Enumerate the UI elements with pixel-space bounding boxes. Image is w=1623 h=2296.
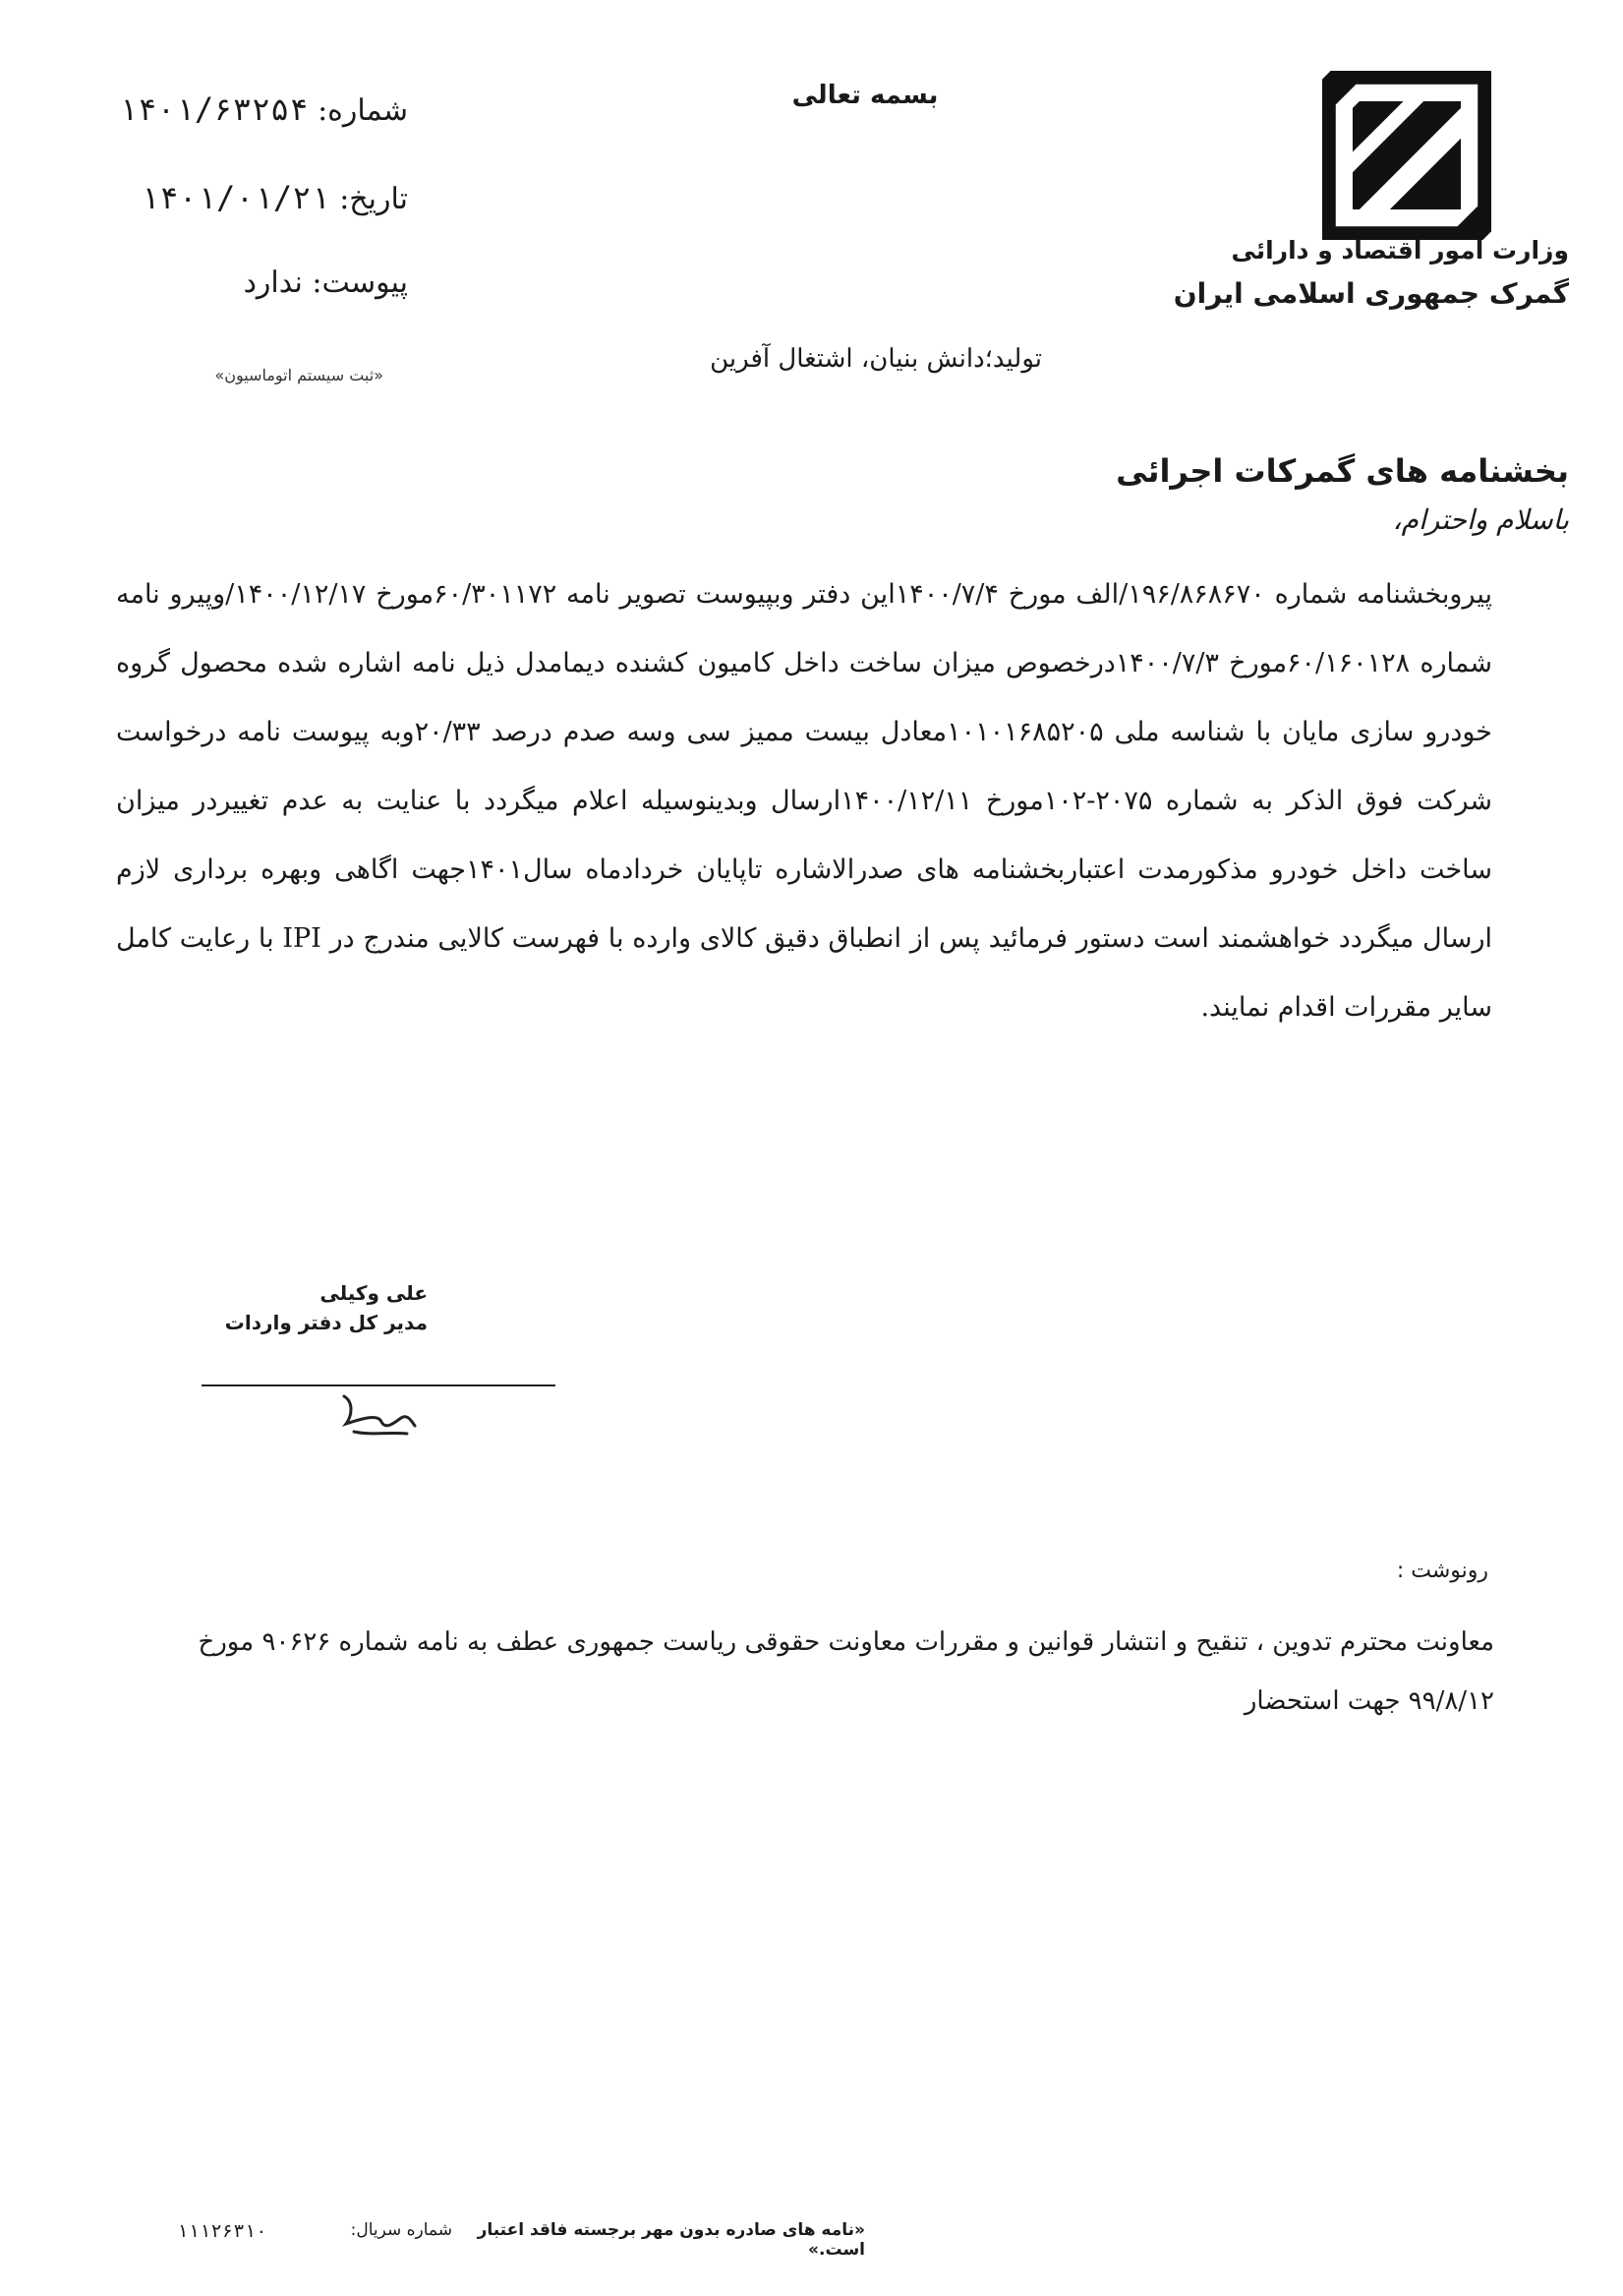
cc-label: رونوشت : [1396,1559,1488,1583]
signature-block [197,1278,428,1337]
organization-name: گمرک جمهوری اسلامی ایران [1173,277,1569,310]
year-slogan: تولید؛دانش بنیان، اشتغال آفرین [710,344,1042,374]
automation-note: «ثبت سیستم اتوماسیون» [214,366,383,384]
attachment-label: پیوست: [312,265,408,300]
subject-heading: بخشنامه های گمرکات اجرائی [1116,452,1569,490]
signer-title: مدیر کل دفتر واردات [224,1311,428,1334]
letter-body: پیروبخشنامه شماره ۱۹۶/۸۶۸۶۷۰/الف مورخ ۱۴۰۰/۷/۴این دفتر وبپیوست تصویر نامه ۶۰/۳۰۱۱۷۲مورخ ۱۴۰۰/۱۲/۱۷/وپیرو نامه شماره ۶۰/۱۶۰۱۲۸مورخ ۱۴۰۰/۷/۳درخصوص میزان ساخت داخل کامیون کشنده دیمامدل ذیل نامه اشاره شده محصول گروه خودرو سازی مایان با شناسه ملی ۱۰۱۰۱۶۸۵۲۰۵معادل بیست ممیز سی وسه صدم درصد ۲۰/۳۳وبه پیوست نامه درخواست شرکت فوق الذکر به شماره ۲۰۷۵-۱۰۲مورخ ۱۴۰۰/۱۲/۱۱ارسال وبدینوسیله اعلام میگردد با عنایت به عدم تغییردر میزان ساخت داخل خودرو مذکورمدت اعتباربخشنامه های صدرالاشاره تاپایان خردادماه سال۱۴۰۱جهت اگاهی وبهره برداری لازم ارسال میگردد خواهشمند است دستور فرمائید پس از انطباق دقیق کالای وارده با فهرست کالایی مندرج در IPI با رعایت کامل سایر مقررات اقدام نمایند. [116,579,1492,1023]
letter-date-label: تاریخ: [339,182,408,216]
cc-text: معاونت محترم تدوین ، تنقیح و انتشار قوانین و مقررات معاونت حقوقی ریاست جمهوری عطف به نامه شماره ۹۰۶۲۶ مورخ ۹۹/۸/۱۲ جهت استحضار [198,1627,1494,1716]
attachment-value: ندارد [243,265,303,300]
letter-date [93,179,408,216]
signer-name: علی وکیلی [319,1281,428,1305]
letter-number [93,90,408,128]
serial-number-label: شماره سریال: [350,2220,452,2240]
ministry-name: وزارت امور اقتصاد و دارائی [1231,236,1569,265]
letter-attachment [93,265,408,300]
letter-number-label: شماره: [318,93,408,128]
greeting: باسلام واحترام، [1392,503,1569,536]
organization-block [1156,231,1569,318]
letter-date-value: ۱۴۰۱/۰۱/۲۱ [140,179,330,216]
basmala: بسمه تعالی [791,81,939,110]
customs-emblem-icon [1322,71,1491,240]
footer-validity-note: «نامه های صادره بدون مهر برجسته فاقد اعتبار است.» [477,2220,865,2260]
letter-number-value: ۱۴۰۱/۶۳۲۵۴ [118,90,309,128]
handwritten-signature-icon [324,1384,433,1443]
serial-number-value: ۱۱۱۲۶۳۱۰ [177,2220,267,2242]
